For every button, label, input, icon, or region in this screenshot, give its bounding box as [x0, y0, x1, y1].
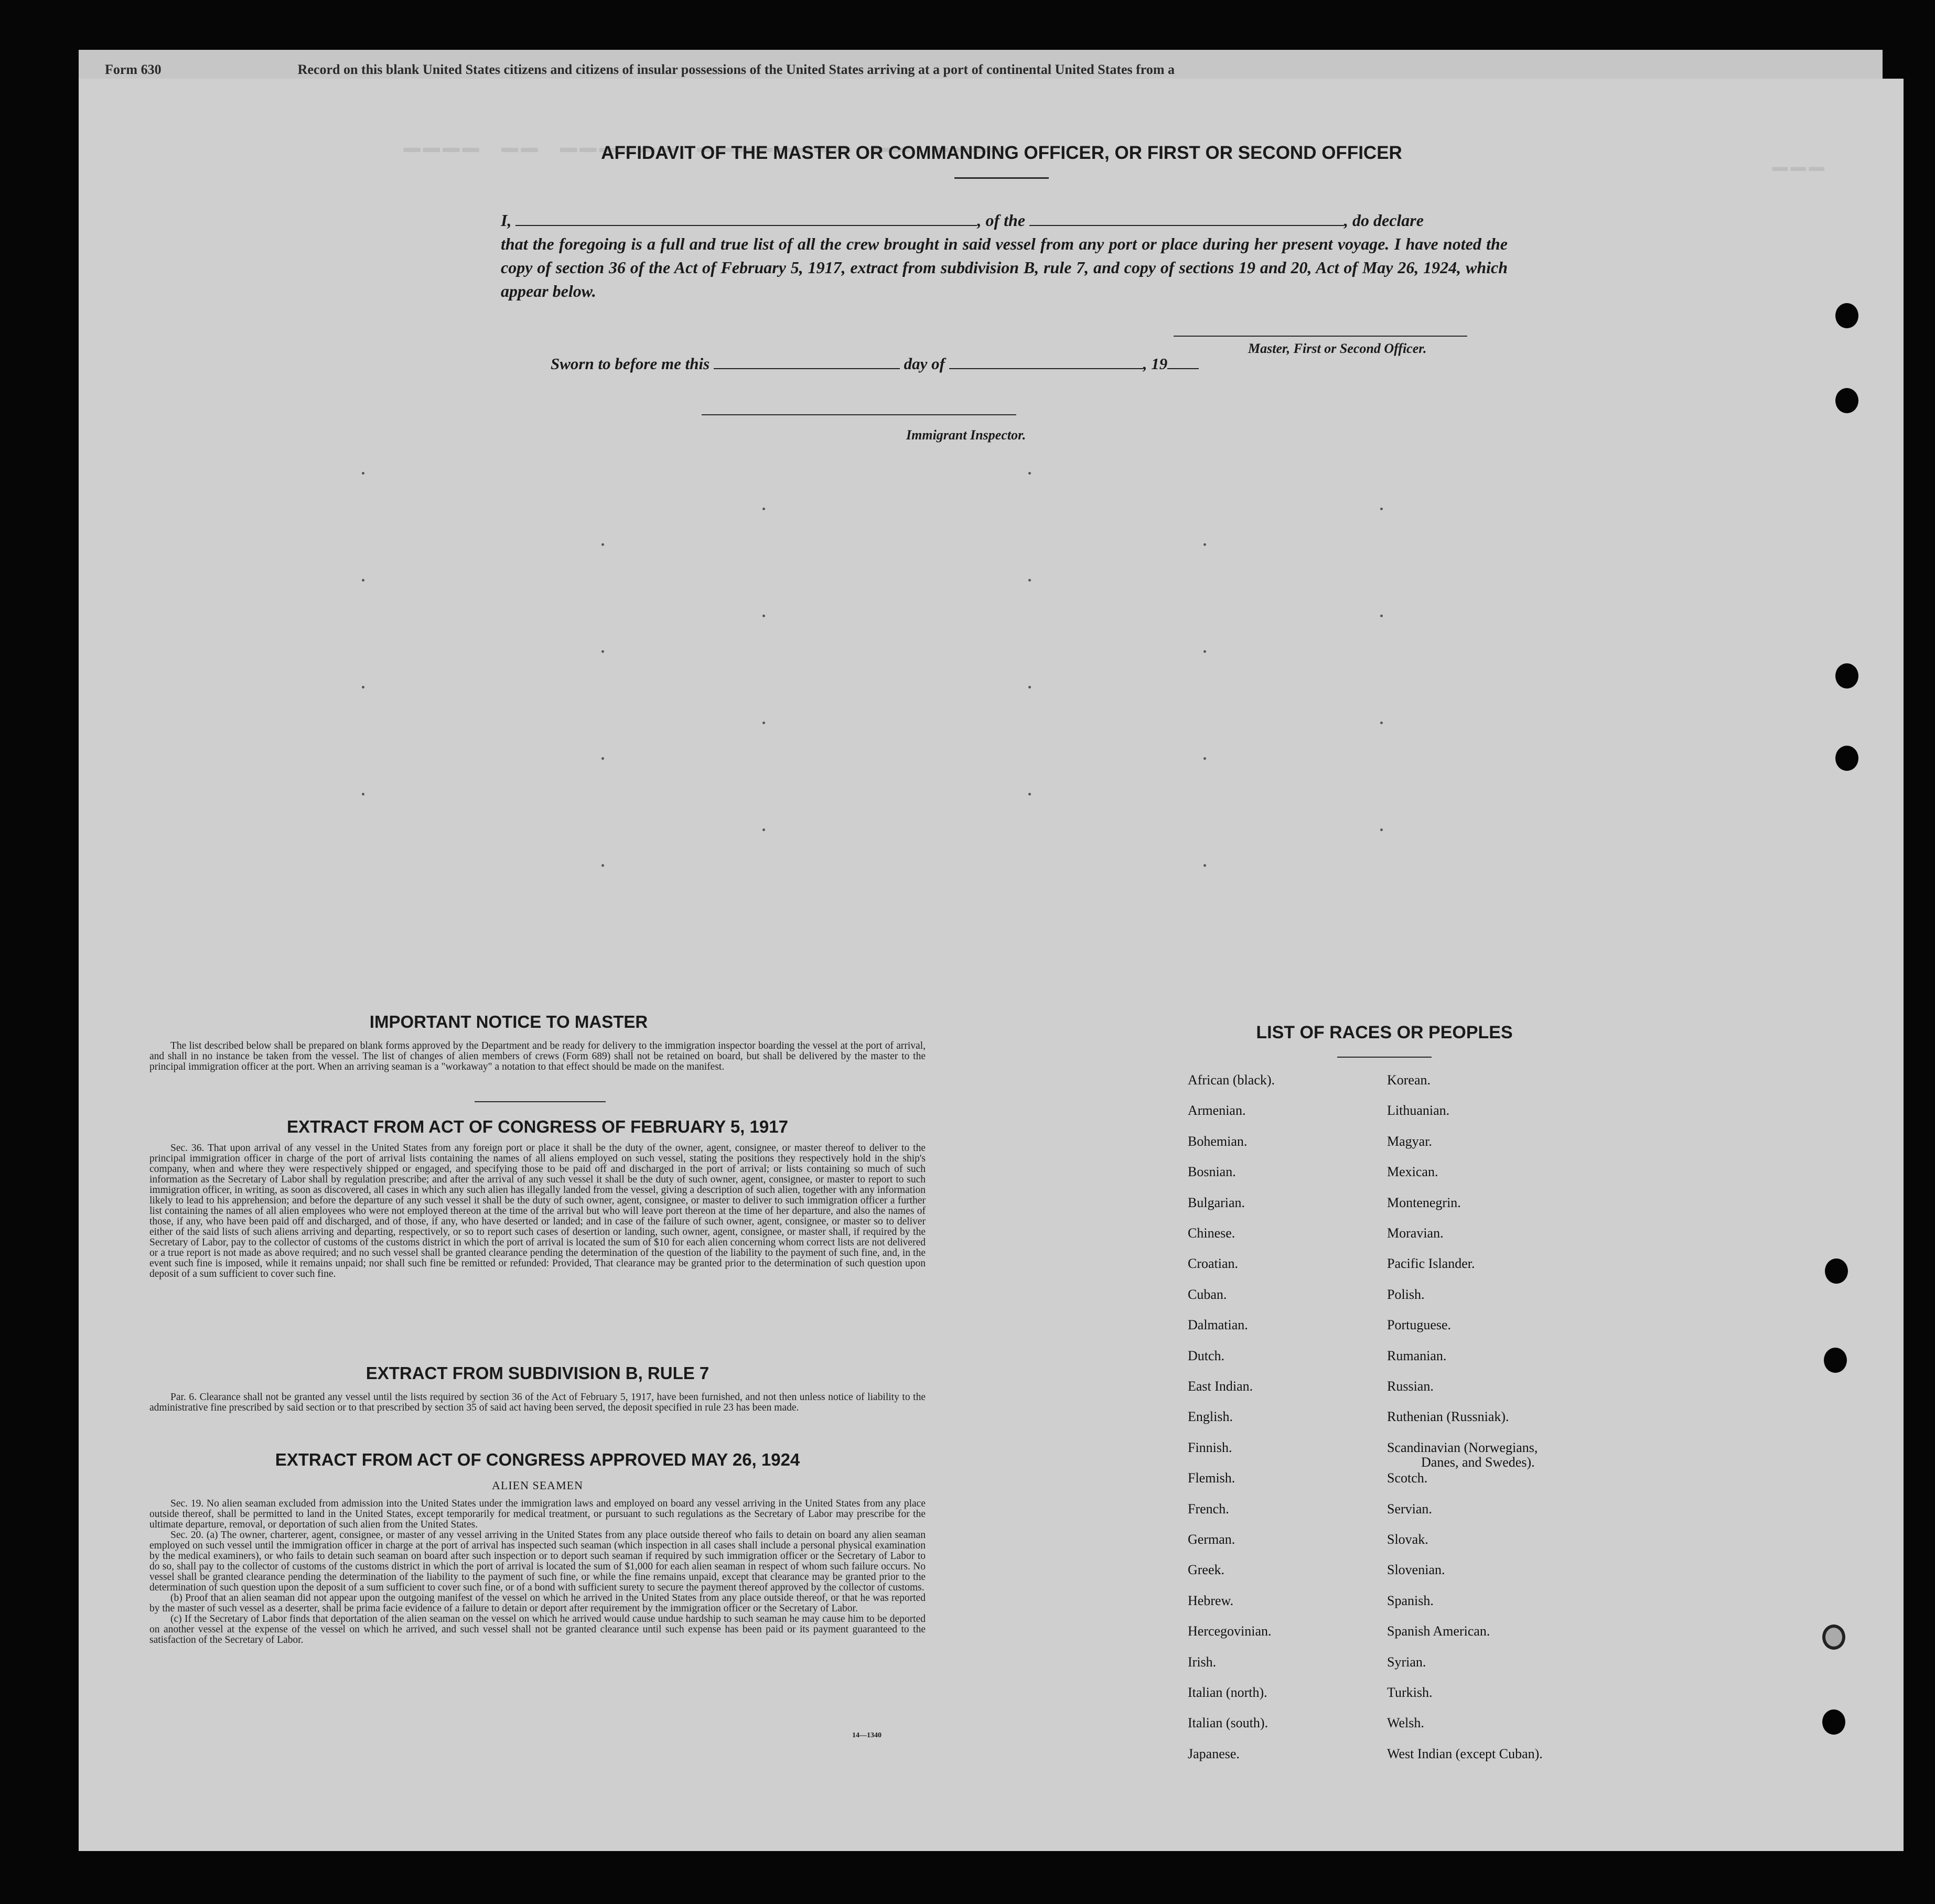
stray-dot	[1203, 757, 1206, 760]
race-item: Greek.	[1188, 1562, 1225, 1578]
stray-dot	[362, 686, 364, 689]
sworn-month-blank[interactable]	[949, 358, 1143, 369]
section-36: Sec. 36. That upon arrival of any vessel in the United States from any foreign port or place it shall be the duty of the owner, agent, consignee, or master thereof to deliver to the principal immigration officer in charge of the port of arrival lists containing the names of all aliens employed on such vessel, stating the positions they respectively hold in the ship's company, when and where they were respectively shipped or engaged, and specifying those to be paid off and discharged in the port of arrival; or lists containing so much of such information as the Secretary of Labor shall by regulation prescribe; and after the arrival of any such vessel it shall be the duty of such owner, agent, consignee, or master to report to such immigration officer, in writing, as soon as discovered, all cases in which any such alien has illegally landed from the vessel, giving a description of such alien, together with any information likely to lead to his apprehension; and before the departure of any such vessel it shall be the duty of such owner, agent, consignee, or master to deliver to such immigration officer a further list containing the names of all alien employees who were not employed thereon at the time of the arrival but who will leave port thereon at the time of her departure, and also the names of those, if any, who have been paid off and discharged, and of those, if any, who have deserted or landed; and in case of the failure of such owner, agent, consignee, or master so to deliver either of the said lists of such aliens arriving and departing, respectively, or so to report such cases of desertion or landing, such owner, agent, consignee, or master shall, if required by the Secretary of Labor, pay to the collector of customs of the customs district in which the port of arrival is located the sum of $10 for each alien concerning whom correct lists are not delivered or a true report is not made as above required; and no such vessel shall be granted clearance pending the determination of the question of the liability to the payment of such fine, and, in the event such fine is imposed, while it remains unpaid; nor shall such fine be remitted or refunded: Provided, That clearance may be granted prior to the determination of such question upon deposit of a sum sufficient to cover such fine.	[149, 1143, 926, 1279]
edge-header-text: Record on this blank United States citizens and citizens of insular possessions of the United States arriving at a port of continental United States from a	[297, 62, 1175, 77]
inspector-label: Immigrant Inspector.	[906, 427, 1026, 443]
race-item: Syrian.	[1387, 1654, 1426, 1670]
alien-seamen-subtitle: ALIEN SEAMEN	[492, 1479, 583, 1492]
race-item: Flemish.	[1188, 1470, 1235, 1486]
race-item: Armenian.	[1188, 1103, 1246, 1118]
race-item: Korean.	[1387, 1072, 1431, 1088]
race-item: Pacific Islander.	[1387, 1256, 1475, 1272]
section-19: Sec. 19. No alien seaman excluded from admission into the United States under the immigration laws and employed on board any vessel arriving in the United States from any place outside thereof, shall be permitted to land in the United States, except temporarily for medical treatment, or pursuant to such regulations as the Secretary of Labor may prescribe for the ultimate departure, removal, or deportation of such alien from the United States.	[149, 1498, 926, 1530]
race-item: Italian (north).	[1188, 1685, 1267, 1700]
affidavit-declare: , do declare	[1344, 211, 1424, 230]
vessel-blank[interactable]	[1029, 214, 1344, 226]
affidavit-i: I,	[501, 211, 512, 230]
stray-dot	[762, 829, 765, 831]
race-item: Polish.	[1387, 1286, 1425, 1302]
race-item: Hercegovinian.	[1188, 1623, 1272, 1639]
binder-hole	[1824, 1348, 1847, 1373]
edge-header	[105, 62, 1835, 78]
stray-dot	[1203, 650, 1206, 653]
race-item: East Indian.	[1188, 1379, 1253, 1394]
binder-hole	[1835, 303, 1858, 328]
subdivision-title: EXTRACT FROM SUBDIVISION B, RULE 7	[366, 1363, 710, 1383]
divider	[475, 1101, 606, 1102]
stray-dot	[1028, 579, 1031, 582]
sworn-c: , 19	[1143, 354, 1168, 373]
race-item: Turkish.	[1387, 1685, 1433, 1700]
affidavit-first-line	[501, 209, 1508, 232]
race-item: Japanese.	[1188, 1746, 1240, 1761]
inspector-signature-line[interactable]	[702, 414, 1016, 415]
race-item: German.	[1188, 1532, 1235, 1547]
race-item: Slovak.	[1387, 1532, 1428, 1547]
extract-1924-title: EXTRACT FROM ACT OF CONGRESS APPROVED MAY 26, 1924	[275, 1450, 800, 1469]
race-item: Portuguese.	[1387, 1317, 1452, 1333]
affidavit-title: AFFIDAVIT OF THE MASTER OR COMMANDING OFFICER, OR FIRST OR SECOND OFFICER	[601, 143, 1402, 163]
notice-text	[149, 1041, 926, 1072]
affidavit-of-the: , of the	[977, 211, 1025, 230]
race-item: Dutch.	[1188, 1348, 1225, 1363]
stray-dot	[601, 650, 604, 653]
race-item: Magyar.	[1387, 1133, 1432, 1149]
stray-dot	[1380, 829, 1383, 831]
binder-hole	[1835, 663, 1858, 689]
race-item: Bulgarian.	[1188, 1195, 1245, 1210]
stray-dot	[1380, 508, 1383, 510]
binder-hole	[1822, 1625, 1845, 1650]
stray-dot	[762, 615, 765, 617]
race-item: Chinese.	[1188, 1225, 1235, 1241]
bleed-through: ▁▁▁▁ ▁▁ ▁▁▁▁▁▁ ▁▁▁▁▁▁▁▁ ▁▁ ▁▁▁▁	[404, 121, 1010, 152]
sworn-day-blank[interactable]	[714, 358, 900, 369]
race-item: West Indian (except Cuban).	[1387, 1746, 1543, 1761]
section-20c: (c) If the Secretary of Labor finds that deportation of the alien seaman on the vessel on which he arrived would cause undue hardship to such seaman he may cause him to be deported on another vessel at the expense of the vessel on which he arrived, and such vessel shall not be granted clearance until such expense has been paid or its payment guaranteed to the satisfaction of the Secretary of Labor.	[149, 1613, 926, 1645]
race-item: Slovenian.	[1387, 1562, 1445, 1578]
race-item: Bohemian.	[1188, 1133, 1248, 1149]
bleed-through: ▁▁▁	[1772, 142, 1828, 171]
race-item: Cuban.	[1188, 1286, 1227, 1302]
race-item: Lithuanian.	[1387, 1103, 1450, 1118]
sworn-year-blank[interactable]	[1167, 358, 1199, 369]
master-signature-line[interactable]	[1174, 336, 1467, 337]
races-title: LIST OF RACES OR PEOPLES	[1256, 1023, 1513, 1042]
race-item: Scandinavian (Norwegians,	[1387, 1439, 1538, 1455]
race-item: Servian.	[1387, 1501, 1432, 1516]
race-item: Finnish.	[1188, 1439, 1232, 1455]
affidavit-body	[501, 209, 1508, 303]
stray-dot	[362, 579, 364, 582]
binder-hole	[1822, 1709, 1845, 1735]
race-item: Russian.	[1387, 1379, 1434, 1394]
section-20b: (b) Proof that an alien seaman did not appear upon the outgoing manifest of the vessel on which he arrived in the United States from any place outside thereof, or that he was reported by the master of such vessel as a deserter, shall be prima facie evidence of a failure to detain or deport after requirement by the immigration officer or the Secretary of Labor.	[149, 1593, 926, 1614]
race-item: Montenegrin.	[1387, 1195, 1461, 1210]
races-rule	[1337, 1057, 1432, 1058]
binder-hole	[1835, 746, 1858, 771]
stray-dot	[1028, 686, 1031, 689]
race-item: Bosnian.	[1188, 1164, 1236, 1180]
stray-dot	[601, 864, 604, 867]
stray-dot	[762, 722, 765, 724]
stray-dot	[362, 472, 364, 475]
form-number: Form 630	[105, 62, 162, 77]
race-item: Scotch.	[1387, 1470, 1428, 1486]
sworn-a: Sworn to before me this	[551, 354, 710, 373]
title-rule	[954, 177, 1049, 179]
sworn-line	[551, 354, 1199, 373]
race-item: English.	[1188, 1409, 1233, 1425]
race-item: Ruthenian (Russniak).	[1387, 1409, 1509, 1425]
race-item: Irish.	[1188, 1654, 1217, 1670]
race-item: African (black).	[1188, 1072, 1275, 1088]
subdivision-text	[149, 1392, 926, 1413]
stray-dot	[1380, 722, 1383, 724]
stray-dot	[1380, 615, 1383, 617]
stray-dot	[362, 793, 364, 795]
name-blank[interactable]	[515, 214, 977, 226]
sworn-b: day of	[904, 354, 945, 373]
race-item: Welsh.	[1387, 1715, 1424, 1731]
race-item: Italian (south).	[1188, 1715, 1268, 1731]
race-item: Spanish.	[1387, 1593, 1434, 1608]
stray-dot	[601, 543, 604, 546]
extract-1924-text	[149, 1499, 926, 1645]
race-item: Dalmatian.	[1188, 1317, 1248, 1333]
race-item: Spanish American.	[1387, 1623, 1490, 1639]
binder-hole	[1835, 388, 1858, 413]
stray-dot	[1028, 472, 1031, 475]
race-item: French.	[1188, 1501, 1229, 1516]
stray-dot	[601, 757, 604, 760]
race-item: Moravian.	[1387, 1225, 1444, 1241]
race-item: Hebrew.	[1188, 1593, 1234, 1608]
binder-hole	[1825, 1258, 1848, 1284]
affidavit-text: that the foregoing is a full and true list of all the crew brought in said vessel from any port or place during her present voyage. I have noted the copy of section 36 of the Act of February 5, 1917, extract from subdivision B, rule 7, and copy of sections 19 and 20, Act of May 26, 1924, which appear below.	[501, 234, 1508, 300]
notice-title: IMPORTANT NOTICE TO MASTER	[369, 1012, 648, 1031]
stray-dot	[1028, 793, 1031, 795]
extract-1917-text	[149, 1143, 926, 1279]
race-item: Croatian.	[1188, 1256, 1239, 1272]
master-label: Master, First or Second Officer.	[1248, 341, 1427, 356]
race-item: Danes, and Swedes).	[1421, 1454, 1535, 1470]
extract-1917-title: EXTRACT FROM ACT OF CONGRESS OF FEBRUARY 5, 1917	[287, 1117, 788, 1136]
section-20a: Sec. 20. (a) The owner, charterer, agent, consignee, or master of any vessel arriving in the United States from any place outside thereof who fails to detain on board any alien seaman employed on such vessel until the immigration officer in charge at the port of arrival has inspected such seaman (which inspection in all cases shall include a personal physical examination by the medical examiners), or who fails to detain such seaman on board after such inspection or to deport such seaman if required by such immigration officer or the Secretary of Labor to do so, shall pay to the collector of customs of the customs district in which the port of arrival is located the sum of $1,000 for each alien seaman in respect of whom such failure occurs. No vessel shall be granted clearance pending the determination of the liability to the payment of such fine, or while the fine remains unpaid, except that clearance may be granted prior to the determination of such question upon the deposit of a sum sufficient to cover such fine, or of a bond with sufficient surety to secure the payment thereof approved by the collector of customs.	[149, 1530, 926, 1593]
race-item: Rumanian.	[1387, 1348, 1447, 1363]
form-code: 14—1340	[852, 1731, 882, 1739]
stray-dot	[762, 508, 765, 510]
stray-dot	[1203, 543, 1206, 546]
race-item: Mexican.	[1387, 1164, 1438, 1180]
notice-paragraph: The list described below shall be prepared on blank forms approved by the Department and be ready for delivery to the immigration inspector boarding the vessel at the port of arrival, and shall in no instance be taken from the vessel. The list of changes of alien members of crews (Form 689) shall not be retained on board, but shall be delivered by the master to the principal immigration officer at the port. When an arriving seaman is a "workaway" a notation to that effect should be made on the manifest.	[149, 1040, 926, 1072]
stray-dot	[1203, 864, 1206, 867]
par-6: Par. 6. Clearance shall not be granted any vessel until the lists required by section 36 of the Act of February 5, 1917, have been furnished, and not then unless notice of liability to the administrative fine prescribed by said section or to that prescribed by section 35 of said act having been served, the deposit specified in rule 23 has been made.	[149, 1392, 926, 1413]
